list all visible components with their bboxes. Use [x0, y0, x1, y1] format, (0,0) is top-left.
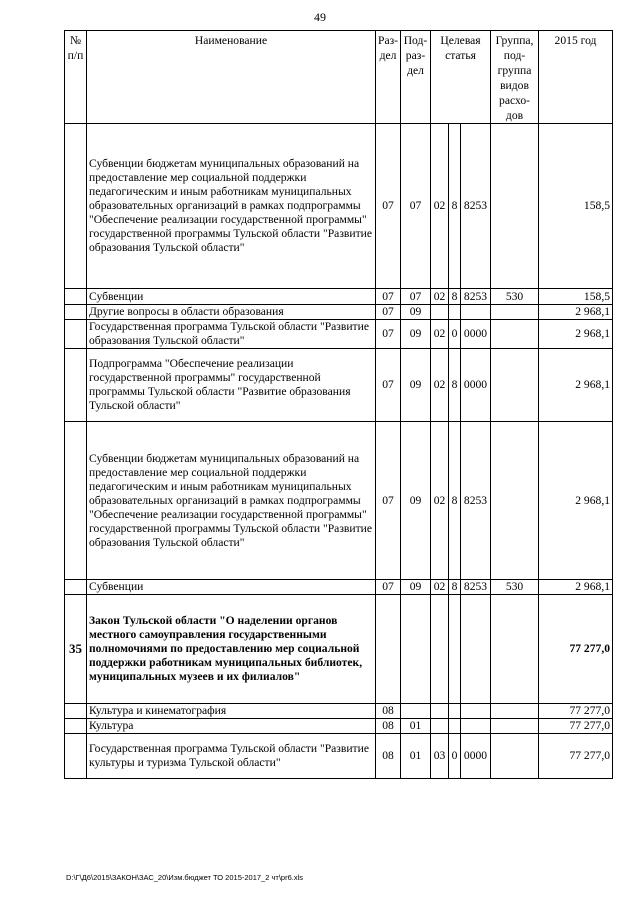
table-row [65, 719, 613, 734]
row-name: Субвенции бюджетам муниципальных образований на предоставление мер социальной поддержки педагогическим и иным работникам муниципальных образовательных организаций в рамках подпрограммы "Обеспечение реализации государственной программы" государственной программы Тульской области "Развитие образования Тульской области" [87, 422, 376, 580]
row-razdel: 07 [376, 422, 401, 580]
row-target-subprogram: 8 [449, 580, 461, 595]
row-razdel: 07 [376, 305, 401, 320]
row-name: Субвенции [87, 289, 376, 305]
table-row [65, 580, 613, 595]
row-target-subprogram: 8 [449, 289, 461, 305]
row-number: 35 [65, 595, 87, 704]
row-amount: 2 968,1 [539, 422, 613, 580]
row-target-subprogram: 8 [449, 422, 461, 580]
row-expense-type [491, 320, 539, 349]
row-podrazdel: 01 [401, 719, 431, 734]
row-target-subprogram: 8 [449, 349, 461, 422]
header-target-article: Целевая статья [431, 31, 491, 124]
row-target-direction: 8253 [461, 289, 491, 305]
row-name: Субвенции бюджетам муниципальных образований на предоставление мер социальной поддержки педагогическим и иным работникам муниципальных образовательных организаций в рамках подпрограммы "Обеспечение реализации государственной программы" государственной программы Тульской области "Развитие образования Тульской области" [87, 124, 376, 289]
row-target-program: 02 [431, 124, 449, 289]
row-target-program [431, 719, 449, 734]
row-number [65, 349, 87, 422]
row-number [65, 422, 87, 580]
row-razdel: 08 [376, 704, 401, 719]
table-row [65, 595, 613, 704]
row-razdel: 08 [376, 719, 401, 734]
row-target-direction: 0000 [461, 349, 491, 422]
row-target-subprogram [449, 595, 461, 704]
row-razdel: 07 [376, 349, 401, 422]
row-target-direction: 8253 [461, 422, 491, 580]
row-expense-type [491, 124, 539, 289]
row-expense-type [491, 704, 539, 719]
row-expense-type [491, 595, 539, 704]
header-podrazdel: Под-раз-дел [401, 31, 431, 124]
row-podrazdel: 07 [401, 124, 431, 289]
header-no: № п/п [65, 31, 87, 124]
row-razdel: 07 [376, 124, 401, 289]
row-name: Культура и кинематография [87, 704, 376, 719]
row-target-direction [461, 595, 491, 704]
row-target-subprogram [449, 704, 461, 719]
header-expense-group: Группа, под-группа видов расхо-дов [491, 31, 539, 124]
row-name: Закон Тульской области "О наделении органов местного самоуправления государственными полномочиями по предоставлению мер социальной поддержки работникам муниципальных библиотек, муниципальных музеев и их филиалов" [87, 595, 376, 704]
row-target-direction [461, 704, 491, 719]
table-row [65, 734, 613, 779]
row-number [65, 305, 87, 320]
row-podrazdel: 09 [401, 422, 431, 580]
row-expense-type [491, 305, 539, 320]
table-body [65, 124, 613, 779]
table-row [65, 305, 613, 320]
row-amount: 158,5 [539, 124, 613, 289]
row-target-program [431, 595, 449, 704]
row-podrazdel [401, 595, 431, 704]
row-razdel: 07 [376, 580, 401, 595]
row-podrazdel: 09 [401, 320, 431, 349]
table-row [65, 289, 613, 305]
row-number [65, 289, 87, 305]
row-podrazdel: 01 [401, 734, 431, 779]
header-razdel: Раз-дел [376, 31, 401, 124]
row-razdel: 07 [376, 320, 401, 349]
row-number [65, 734, 87, 779]
row-target-program: 02 [431, 349, 449, 422]
row-amount: 2 968,1 [539, 320, 613, 349]
header-year: 2015 год [539, 31, 613, 124]
row-podrazdel: 09 [401, 305, 431, 320]
header-name: Наименование [87, 31, 376, 124]
row-target-subprogram: 0 [449, 320, 461, 349]
row-name: Государственная программа Тульской области "Развитие культуры и туризма Тульской области" [87, 734, 376, 779]
row-number [65, 719, 87, 734]
row-target-program: 02 [431, 422, 449, 580]
row-name: Субвенции [87, 580, 376, 595]
row-expense-type [491, 719, 539, 734]
row-target-program [431, 704, 449, 719]
row-name: Культура [87, 719, 376, 734]
table-row [65, 124, 613, 289]
row-target-direction: 0000 [461, 734, 491, 779]
page-number: 49 [314, 10, 326, 24]
row-target-direction: 8253 [461, 124, 491, 289]
row-amount: 2 968,1 [539, 349, 613, 422]
row-amount: 2 968,1 [539, 305, 613, 320]
row-number [65, 580, 87, 595]
row-target-program: 03 [431, 734, 449, 779]
header-row [65, 31, 613, 124]
row-expense-type [491, 422, 539, 580]
row-expense-type [491, 349, 539, 422]
row-podrazdel: 09 [401, 580, 431, 595]
row-amount: 77 277,0 [539, 734, 613, 779]
row-expense-type [491, 734, 539, 779]
row-amount: 77 277,0 [539, 719, 613, 734]
table-row [65, 704, 613, 719]
row-amount: 77 277,0 [539, 595, 613, 704]
row-target-direction [461, 719, 491, 734]
row-razdel: 07 [376, 289, 401, 305]
row-number [65, 124, 87, 289]
row-name: Подпрограмма "Обеспечение реализации государственной программы" государственной программы Тульской области "Развитие образования Тульской области" [87, 349, 376, 422]
row-amount: 77 277,0 [539, 704, 613, 719]
row-razdel: 08 [376, 734, 401, 779]
row-target-direction: 0000 [461, 320, 491, 349]
row-expense-type: 530 [491, 289, 539, 305]
row-target-direction: 8253 [461, 580, 491, 595]
row-amount: 158,5 [539, 289, 613, 305]
row-name: Государственная программа Тульской области "Развитие образования Тульской области" [87, 320, 376, 349]
row-target-program: 02 [431, 289, 449, 305]
row-target-subprogram: 0 [449, 734, 461, 779]
row-target-subprogram: 8 [449, 124, 461, 289]
row-name: Другие вопросы в области образования [87, 305, 376, 320]
row-amount: 2 968,1 [539, 580, 613, 595]
table-row [65, 320, 613, 349]
budget-table [64, 30, 613, 779]
row-number [65, 704, 87, 719]
row-razdel [376, 595, 401, 704]
row-target-program: 02 [431, 320, 449, 349]
row-target-subprogram [449, 305, 461, 320]
row-expense-type: 530 [491, 580, 539, 595]
row-target-program [431, 305, 449, 320]
row-number [65, 320, 87, 349]
row-podrazdel: 07 [401, 289, 431, 305]
row-target-subprogram [449, 719, 461, 734]
row-podrazdel: 09 [401, 349, 431, 422]
row-target-direction [461, 305, 491, 320]
footer-file-path: D:\Г\Д6\2015\ЗАКОН\ЗАС_20\Изм.бюджет ТО 2015-2017_2 чт\рr6.xls [66, 873, 303, 882]
table-row [65, 349, 613, 422]
row-podrazdel [401, 704, 431, 719]
table-row [65, 422, 613, 580]
row-target-program: 02 [431, 580, 449, 595]
